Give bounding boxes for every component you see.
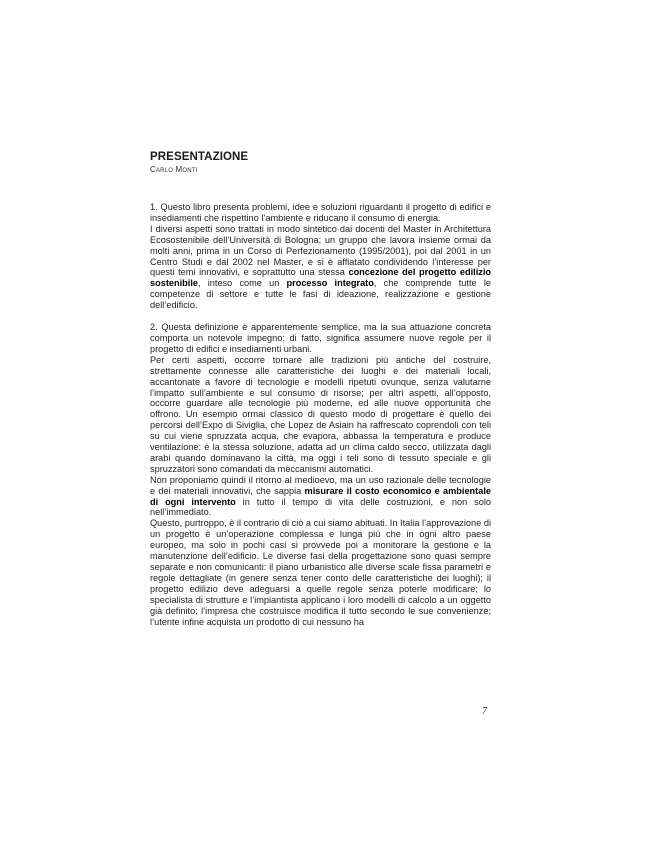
emphasis-cost-measurement: misurare il costo economico e ambientale di ogni intervento [150,485,491,507]
paragraph-5-text-c: in tutto il tempo di vita delle costruzioni, e non solo nell’immediato. [150,496,491,518]
paragraph-4: Per certi aspetti, occorre tornare alle tradizioni più antiche del costruire, strettamente connesse alle caratteristiche dei luoghi e dei materiali locali, accantonate a favore di tecnologie e modelli ripetuti ovunque, senza valutarne l’impatto sull’ambiente e sul consumo di risorse; per altri aspetti, all’opposto, occorre guardare alle tecnologie più moderne, ed alle nuove opportunità che offrono. Un esempio ormai classico di questo modo di progettare è quello dei percorsi dell’Expo di Siviglia, che Lopez de Asiain ha raffrescato coprendoli con teli su cui viene spruzzata acqua, che evapora, abbassa la temperatura e produce ventilazione: è la stessa soluzione, adatta ad un clima caldo secco, utilizzata dagli arabi quando dominavano la città, ma oggi i teli sono di tessuto speciale e gli spruzzatori sono comandati da meccanismi automatici. [150,354,491,474]
paragraph-3: 2. Questa definizione è apparentemente semplice, ma la sua attuazione concreta comporta un notevole impegno; di fatto, significa assumere nuove regole per il progetto di edifici e insediamenti urbani. [150,322,491,354]
body-text [150,202,491,627]
paragraph-6: Questo, purtroppo, è il contrario di ciò a cui siamo abituati. In Italia l’approvazione di un progetto è un’operazione complessa e lunga più che in ogni altro paese europeo, ma solo in pochi casi si provvede poi a monitorare la gestione e la manutenzione dell’edificio. Le diverse fasi della progettazione sono quasi sempre separate e non comunicanti: il piano urbanistico alle diverse scale fissa parametri e regole dettagliate (in genere senza tener conto delle caratteristiche dei luoghi); il progetto edilizio deve adeguarsi a quelle regole senza poterle modificare; lo specialista di strutture e l’impiantista applicano i loro modelli di calcolo a un oggetto già definito; l’impresa che costruisce modifica il tutto secondo le sue convenienze; l’utente infine acquista un prodotto di cui nessuno ha [150,518,491,627]
paragraph-2-text-e: , che comprende tutte le competenze di settore e tutte le fasi di ideazione, realizzazione e gestione dell’edificio. [150,278,491,311]
paragraph-gap [150,311,491,322]
author-name: Carlo Monti [150,165,198,174]
paragraph-2-text-a: I diversi aspetti sono trattati in modo sintetico dai docenti del Master in Architettura Ecosostenibile dell’Università di Bologna; un gruppo che lavora insieme ormai da molti anni, prima in un Corso di Perfezionamento (1995/2001), poi dal 2001 in un Centro Studi e dal 2002 nel Master, e si è affiatato condividendo l’interesse per questi temi innovativi, e soprattutto una stessa [150,223,491,278]
paragraph-5 [150,475,491,519]
paragraph-5-text-a: Non proponiamo quindi il ritorno al medioevo, ma un uso razionale delle tecnologie e dei materiali innovativi, che sappia [150,474,491,496]
paragraph-2-text-c: , inteso come un [198,278,287,289]
paragraph-2 [150,224,491,311]
section-title: PRESENTAZIONE [150,151,249,163]
emphasis-integrated-process: processo integrato [286,278,374,289]
emphasis-sustainable-design: concezione del progetto edilizio sostenibile [150,267,492,289]
page-number: 7 [482,706,487,717]
paragraph-1: 1. Questo libro presenta problemi, idee e soluzioni riguardanti il progetto di edifici e insediamenti che rispettino l’ambiente e riducano il consumo di energia. [150,202,491,223]
